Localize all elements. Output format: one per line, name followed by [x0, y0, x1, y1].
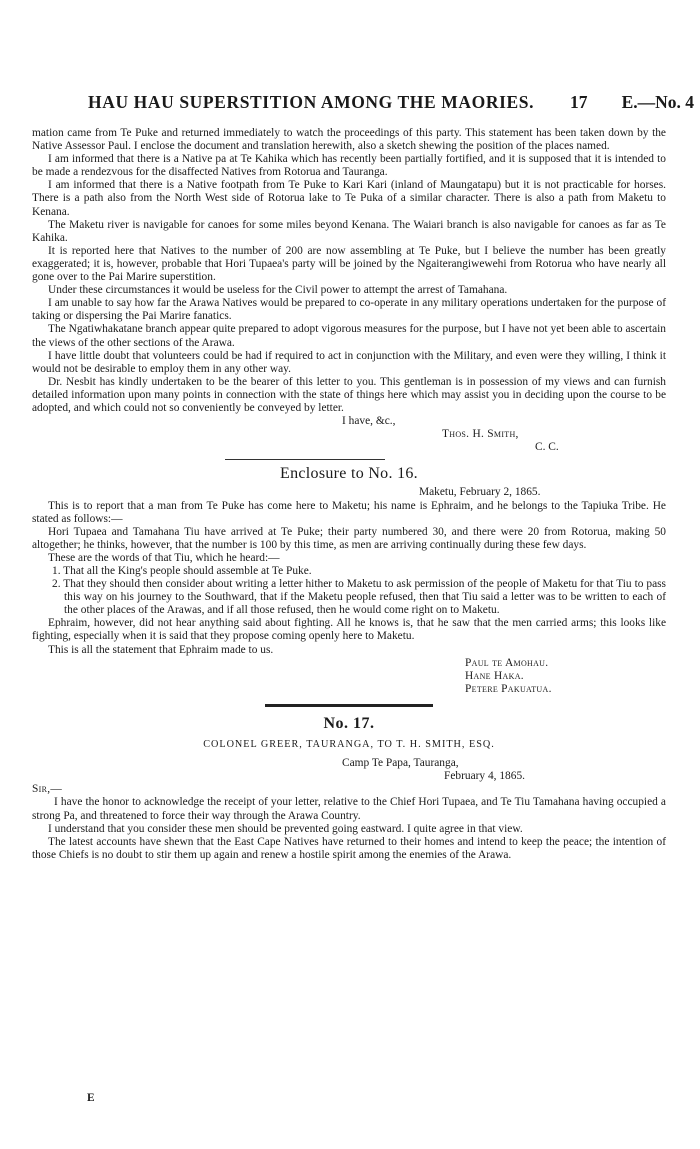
- paragraph: Ephraim, however, did not hear anything said about fighting. All he knows is, that he saw that the men carried arms; this looks like fighting, especially when it is said that they propose coming openly here to Maketu.: [32, 617, 666, 643]
- enclosure-section: [32, 467, 666, 696]
- signatory: Hane Haka.: [465, 669, 524, 682]
- letter-closing: I have, &c.,: [342, 415, 396, 428]
- correspondence-subhead: COLONEL GREER, TAURANGA, TO T. H. SMITH, ESQ.: [203, 739, 495, 751]
- letter-16-continuation: [32, 127, 666, 454]
- paragraph: Under these circumstances it would be useless for the Civil power to attempt the arrest of Tamahana.: [48, 284, 508, 297]
- salutation: Sir,—: [32, 783, 63, 796]
- paragraph: This is to report that a man from Te Puke has come here to Maketu; his name is Ephraim, and he belongs to the Tapiuka Tribe. He stated as follows:—: [32, 499, 666, 525]
- running-title: HAU HAU SUPERSTITION AMONG THE MAORIES.: [88, 92, 535, 112]
- paragraph: I am informed that there is a Native pa at Te Kahika which has recently been partially fortified, and it is supposed that it is intended to be made a rendezvous for the disaffected Natives from Rotorua and Tauranga.: [32, 153, 666, 179]
- paragraph: Hori Tupaea and Tamahana Tiu have arrived at Te Puke; their party numbered 30, and there were 20 from Rotorua, making 50 altogether; he thinks, however, that the number is 100 by this time, as men are arriving continually during these few days.: [32, 525, 666, 551]
- section-divider-thick: [265, 704, 433, 707]
- page-number: 17: [570, 92, 588, 112]
- signatory: Petere Pakuatua.: [465, 682, 552, 695]
- address-line: Camp Te Papa, Tauranga,: [342, 757, 459, 770]
- date-line: February 4, 1865.: [444, 770, 525, 783]
- paragraph: I am informed that there is a Native footpath from Te Puke to Kari Kari (inland of Maungatapu) but it is not practicable for horses. There is a path also from the North West side of Rotorua lake to Te Puka of a similar character. There is also a path from Maketu to Kenana.: [32, 179, 666, 218]
- section-divider: [225, 459, 385, 460]
- document-number-heading: No. 17.: [323, 714, 375, 732]
- signature-name: Thos. H. Smith,: [442, 428, 519, 441]
- signature-mark: E: [87, 1092, 95, 1104]
- paragraph: I am unable to say how far the Arawa Natives would be prepared to co-operate in any military operations undertaken for the purpose of taking or dispersing the Pai Marire fanatics.: [32, 297, 666, 323]
- paragraph: The Ngatiwhakatane branch appear quite prepared to adopt vigorous measures for the purpose, but I have not yet been able to ascertain the views of the other sections of the Arawa.: [32, 323, 666, 349]
- paragraph: I understand that you consider these men should be prevented going eastward. I quite agree in that view.: [48, 822, 523, 835]
- page-header: [88, 92, 694, 116]
- signature-title: C. C.: [535, 441, 559, 454]
- paper-reference: E.—No. 4: [621, 92, 694, 112]
- paragraph: The latest accounts have shewn that the East Cape Natives have returned to their homes and intend to keep the peace; the intention of those Chiefs is no doubt to stir them up again and renew a hostile spirit among the enemies of the Arawa.: [32, 835, 666, 861]
- paragraph: mation came from Te Puke and returned immediately to watch the proceedings of this party. This statement has been taken down by the Native Assessor Paul. I enclose the document and translation herewith, also a sketch shewing the position of the places named.: [32, 127, 666, 153]
- page-body: [32, 127, 666, 862]
- enclosure-heading: Enclosure to No. 16.: [280, 465, 418, 483]
- list-item: 1. That all the King's people should assemble at Te Puke.: [52, 565, 312, 577]
- paragraph: The Maketu river is navigable for canoes for some miles beyond Kenana. The Waiari branch is also navigable for canoes as far as Te Kahika.: [32, 218, 666, 244]
- list-item: 2. That they should then consider about writing a letter hither to Maketu to ask permission of the people of Maketu for that Tiu to pass this way on his journey to the Southward, that if the Maketu people refused, then that Tiu said a letter was to be written to each of the other places of the Arawas, and if all those refused, then he would come right on to Maketu.: [52, 578, 666, 617]
- paragraph: I have little doubt that volunteers could be had if required to act in conjunction with the Military, and even were they willing, I think it would not be desirable to employ them in any other way.: [32, 349, 666, 375]
- paragraph: These are the words of that Tiu, which he heard:—: [48, 551, 280, 564]
- paragraph: This is all the statement that Ephraim made to us.: [48, 643, 274, 656]
- letter-17: [32, 714, 666, 862]
- enclosure-dateline: Maketu, February 2, 1865.: [419, 486, 541, 499]
- paragraph: Dr. Nesbit has kindly undertaken to be the bearer of this letter to you. This gentleman is in possession of my views and can furnish detailed information upon many points in connection with the state of things here which may assist you in deciding upon the course to be adopted, and which could not so conveniently be conveyed by letter.: [32, 375, 666, 414]
- paragraph: It is reported here that Natives to the number of 200 are now assembling at Te Puke, but I believe the number has been greatly exaggerated; it is, however, probable that Hori Tupaea's party will be joined by the Ngaiterangiwewehi from Rotorua who have nearly all gone over to the Pai Marire superstition.: [32, 244, 666, 284]
- signatory: Paul te Amohau.: [465, 656, 549, 669]
- paragraph: I have the honor to acknowledge the receipt of your letter, relative to the Chief Hori Tupaea, and Te Tiu Tamahana having occupied a strong Pa, and threatened to force their way through the Arawa Country.: [32, 796, 666, 822]
